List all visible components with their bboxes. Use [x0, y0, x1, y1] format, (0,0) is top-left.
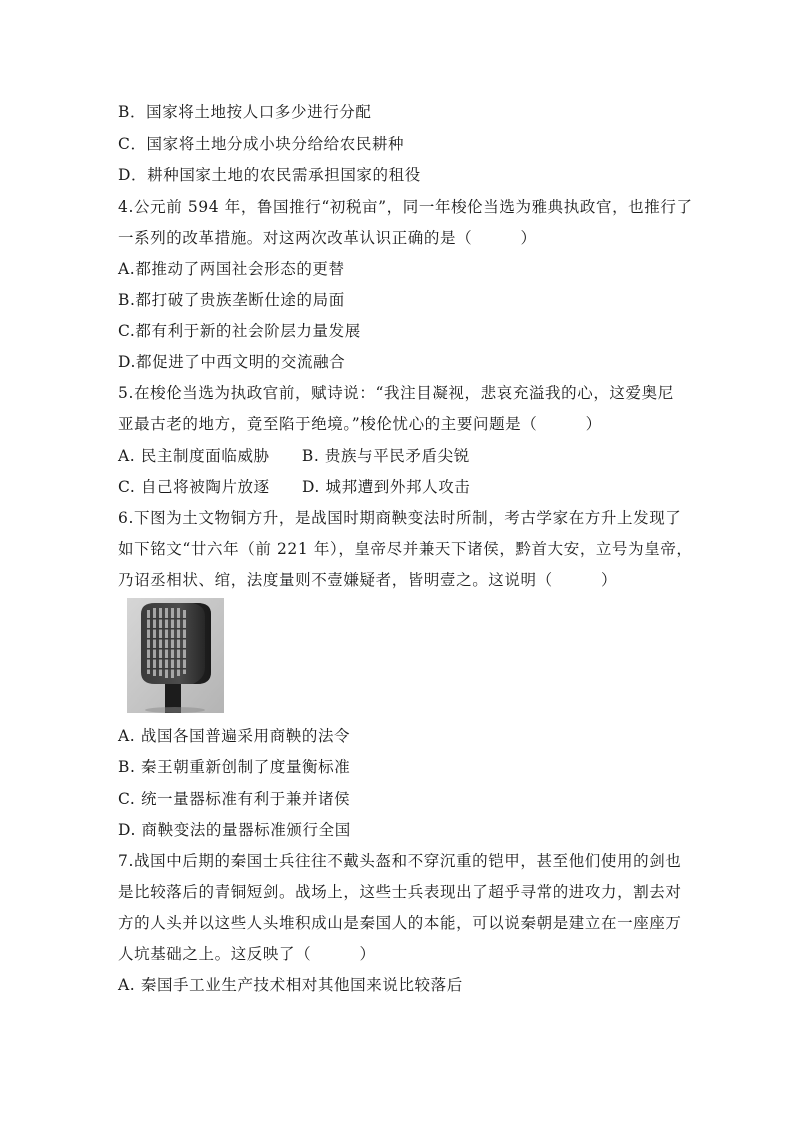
q4-option-d: D.都促进了中西文明的交流融合 — [118, 353, 346, 371]
q4-stem-line-2: 一系列的改革措施。对这两次改革认识正确的是（ ） — [118, 229, 537, 247]
q4-option-c: C.都有利于新的社会阶层力量发展 — [118, 322, 361, 340]
q7-option-a: A. 秦国手工业生产技术相对其他国来说比较落后 — [118, 976, 463, 994]
q6-option-c: C. 统一量器标准有利于兼并诸侯 — [118, 790, 351, 808]
q6-option-a: A. 战国各国普遍采用商鞅的法令 — [118, 727, 351, 745]
q7-stem-line-1: 7.战国中后期的秦国士兵往往不戴头盔和不穿沉重的铠甲，甚至他们使用的剑也 — [118, 852, 682, 870]
q3-option-b: B．国家将土地按人口多少进行分配 — [118, 103, 372, 121]
q3-option-d: D．耕种国家土地的农民需承担国家的租役 — [118, 166, 421, 184]
q7-stem-line-2: 是比较落后的青铜短剑。战场上，这些士兵表现出了超乎寻常的进攻力，割去对 — [118, 883, 682, 901]
bronze-measure-photo — [127, 598, 224, 713]
q6-option-b: B. 秦王朝重新创制了度量衡标准 — [118, 758, 351, 776]
q4-option-b: B.都打破了贵族垄断仕途的局面 — [118, 291, 345, 309]
q4-option-a: A.都推动了两国社会形态的更替 — [118, 260, 345, 278]
q5-options-a-b: A. 民主制度面临威胁 B. 贵族与平民矛盾尖锐 — [118, 447, 470, 465]
q4-stem-line-1: 4.公元前 594 年，鲁国推行“初税亩”，同一年梭伦当选为雅典执政官，也推行了 — [118, 198, 693, 216]
q7-stem-line-3: 方的人头并以这些人头堆积成山是秦国人的本能，可以说秦朝是建立在一座座万 — [118, 914, 682, 932]
q5-options-c-d: C. 自己将被陶片放逐 D. 城邦遭到外邦人攻击 — [118, 478, 471, 496]
q5-stem-line-1: 5.在梭伦当选为执政官前，赋诗说：“我注目凝视，悲哀充溢我的心，这爱奥尼 — [118, 384, 674, 402]
q6-stem-line-1: 6.下图为土文物铜方升，是战国时期商鞅变法时所制，考古学家在方升上发现了 — [118, 509, 682, 527]
q3-option-c: C．国家将土地分成小块分给给农民耕种 — [118, 135, 405, 153]
q5-stem-line-2: 亚最古老的地方，竟至陷于绝境。”梭伦忧心的主要问题是（ ） — [118, 415, 602, 433]
q6-stem-line-3: 乃诏丞相状、绾，法度量则不壹嫌疑者，皆明壹之。这说明（ ） — [118, 571, 618, 589]
bronze-measure-illustration — [127, 598, 224, 713]
q6-option-d: D. 商鞅变法的量器标准颁行全国 — [118, 821, 351, 839]
q6-stem-line-2: 如下铭文“廿六年（前 221 年），皇帝尽并兼天下诸侯，黔首大安，立号为皇帝， — [118, 540, 693, 558]
q7-stem-line-4: 人坑基础之上。这反映了（ ） — [118, 945, 376, 963]
